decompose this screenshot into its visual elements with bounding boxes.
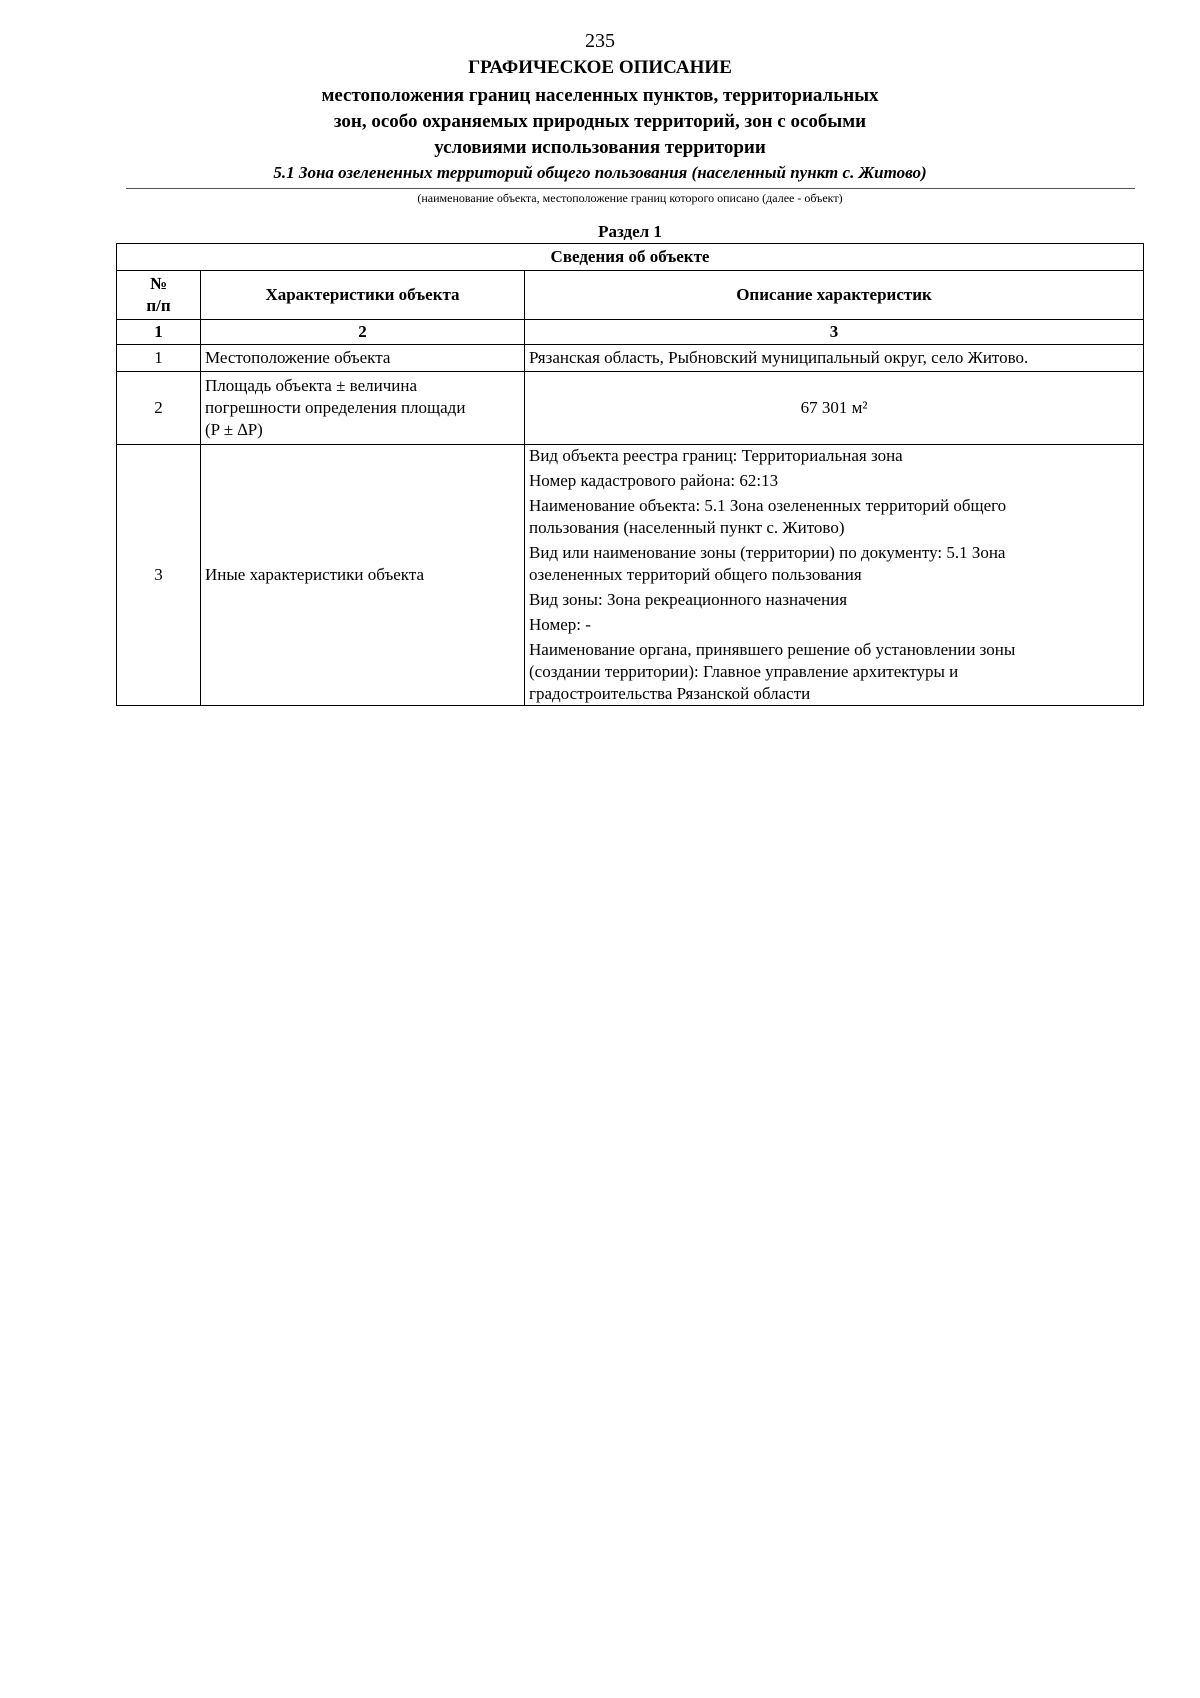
object-info-table [116,243,1144,706]
subtitle-line: местоположения границ населенных пунктов, территориальных [321,85,879,106]
row-characteristic [201,372,525,445]
column-numbers-row [117,320,1144,345]
row-characteristic: Местоположение объекта [201,345,525,372]
column-header-number-line2: п/п [146,296,171,315]
table-header-row [117,271,1144,320]
table-row [117,345,1144,372]
row-characteristic: Иные характеристики объекта [201,445,525,706]
characteristic-line: (P ± ∆P) [205,420,263,439]
row-description: 67 301 м² [525,372,1144,445]
document-subtitle [200,83,1000,161]
description-line: Наименование объекта: 5.1 Зона озелененных территорий общего [529,496,1007,515]
object-name: 5.1 Зона озелененных территорий общего пользования (населенный пункт с. Житово) [273,163,927,182]
characteristic-line: погрешности определения площади [205,398,466,417]
page-number: 235 [585,30,615,52]
subtitle-line: условиями использования территории [434,137,766,158]
object-name-underline [126,188,1135,189]
description-item [529,542,1139,586]
row-description [525,445,1144,706]
object-caption: (наименование объекта, местоположение границ которого описано (далее - объект) [417,191,843,205]
characteristic-line: Площадь объекта ± величина [205,376,418,395]
row-number: 2 [117,372,201,445]
column-header-description: Описание характеристик [525,271,1144,320]
column-header-number-line1: № [149,274,168,293]
row-description: Рязанская область, Рыбновский муниципальный округ, село Житово. [525,345,1144,372]
column-header-number [117,271,201,320]
document-title: ГРАФИЧЕСКОЕ ОПИСАНИЕ [468,57,732,78]
column-number: 1 [117,320,201,345]
column-number: 3 [525,320,1144,345]
description-line: озелененных территорий общего пользования [529,565,862,584]
column-header-characteristics: Характеристики объекта [201,271,525,320]
row-number: 3 [117,445,201,706]
description-line: Номер: - [529,615,591,634]
table-caption: Сведения об объекте [117,244,1144,271]
column-number: 2 [201,320,525,345]
description-item [529,614,1139,636]
description-item [529,445,1139,467]
description-line: Вид или наименование зоны (территории) по документу: 5.1 Зона [529,543,1006,562]
description-line: Наименование органа, принявшего решение об установлении зоны [529,640,1016,659]
section-label: Раздел 1 [598,222,662,241]
row-number: 1 [117,345,201,372]
description-line: Вид объекта реестра границ: Территориальная зона [529,446,903,465]
table-caption-row [117,244,1144,271]
table-row [117,445,1144,706]
description-line: пользования (населенный пункт с. Житово) [529,518,845,537]
subtitle-line: зон, особо охраняемых природных территорий, зон с особыми [333,111,867,132]
description-item [529,639,1139,705]
table-row [117,372,1144,445]
description-item [529,495,1139,539]
description-line: (создании территории): Главное управление архитектуры и [529,662,959,681]
description-line: Вид зоны: Зона рекреационного назначения [529,590,848,609]
description-item [529,470,1139,492]
description-item [529,589,1139,611]
description-line: градостроительства Рязанской области [529,684,811,703]
description-line: Номер кадастрового района: 62:13 [529,471,779,490]
